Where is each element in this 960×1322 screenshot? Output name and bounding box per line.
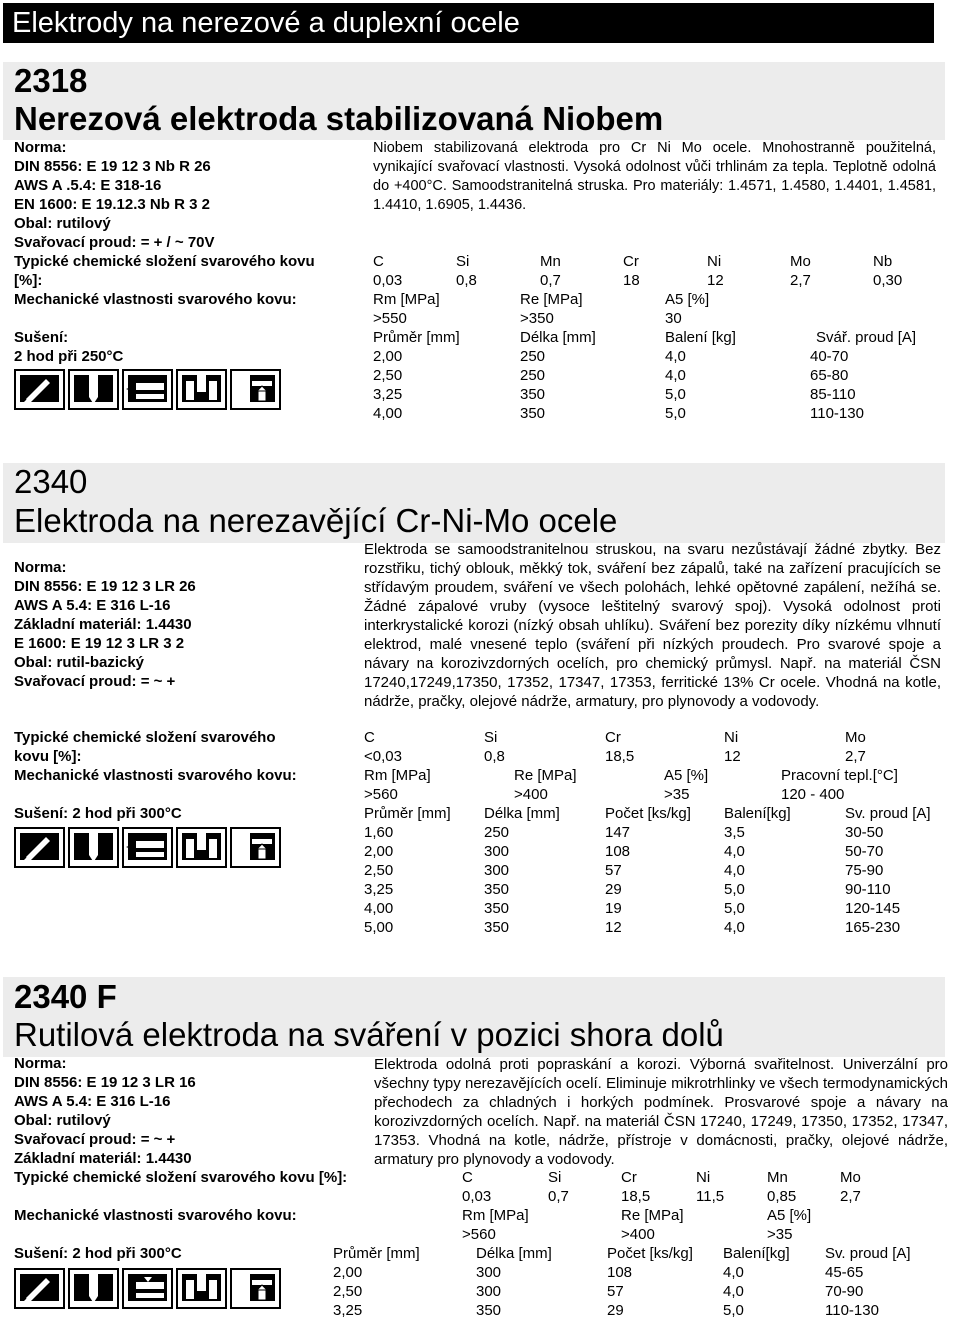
welding-position-icons (14, 369, 281, 410)
weld-position-horizontal-vertical-icon (230, 1268, 281, 1309)
dim-cell: 350 (484, 900, 510, 917)
chem-header: C (364, 729, 375, 746)
dim-cell: 110-130 (825, 1302, 879, 1319)
dim-cell: 30-50 (845, 824, 884, 841)
dim-cell: 120-145 (845, 900, 901, 917)
product-description: Elektroda se samoodstranitelnou struskou, na svaru nezůstávají žádné zbytky. Bez rozstřiku, tichý oblouk, měkký tok, sváření bez zápalů, také na zařízení pracujících se střídavým proudem, sváření ve všech polohách, lehké opětovné zapálení, nežíhá se. Žádné zápalové vruby (vysoce leštitelný svarový spoj). Vysoká odolnost proti interkrystalické korozi (nízký obsah uhlíku). Sváření bez porezity díky nízkému vlhnutí elektrod, malé vnesené teplo (sváření při nízkých proudech. Pro svarové spoje a návary na korozivzdorných ocelích, pro chemický průmysl. Např. na materiál ČSN 17240,17249,17350, 17352, 17347, 17353, ferritické 13% Cr ocele. Vhodná na kotle, nádrže, pračky, olejové nádrže, armatury, pro plynovody a vodovody. (364, 541, 941, 710)
dim-cell: 165-230 (845, 919, 901, 936)
dim-cell: 85-110 (810, 386, 856, 403)
dim-cell: 40-70 (810, 348, 849, 365)
dim-cell: 350 (520, 405, 546, 422)
chem-header: Ni (707, 253, 722, 270)
product-code: 2318 (14, 62, 88, 99)
dim-cell: 4,0 (665, 367, 686, 384)
dim-cell: 90-110 (845, 881, 891, 898)
chem-label-unit: [%]: (14, 272, 43, 289)
mech-value: 120 - 400 (781, 786, 845, 803)
dim-cell: 4,0 (724, 843, 745, 860)
dim-cell: 250 (520, 348, 546, 365)
chem-header: Mo (845, 729, 866, 746)
mech-value: >350 (520, 310, 554, 327)
dim-cell: 2,50 (364, 862, 394, 879)
dim-cell: 5,00 (364, 919, 394, 936)
product-code: 2340 F (14, 978, 117, 1015)
drying-value: 2 hod při 250°C (14, 348, 124, 365)
dim-cell: 110-130 (810, 405, 864, 422)
product-title: Elektroda na nerezavějící Cr-Ni-Mo ocele (14, 502, 618, 539)
drying-label: Sušení: (14, 329, 69, 346)
chem-header: Mn (540, 253, 561, 270)
norm-label: Norma: (14, 559, 67, 576)
weld-position-horizontal-icon (68, 369, 119, 410)
dim-cell: 147 (605, 824, 631, 841)
dim-cell: 2,00 (333, 1264, 363, 1281)
norm-aws: AWS A .5.4: E 318-16 (14, 177, 162, 194)
dim-cell: 2,00 (364, 843, 394, 860)
dim-cell: 29 (607, 1302, 624, 1319)
norm-label: Norma: (14, 1055, 67, 1072)
chem-value: 2,7 (845, 748, 866, 765)
dim-cell: 3,5 (724, 824, 745, 841)
chem-value: 0,8 (456, 272, 477, 289)
dim-header: Délka [mm] (520, 329, 596, 346)
dim-cell: 350 (476, 1302, 502, 1319)
mech-header: A5 [%] (664, 767, 709, 784)
dim-header: Průměr [mm] (333, 1245, 420, 1262)
norm-din: DIN 8556: E 19 12 3 LR 16 (14, 1074, 196, 1091)
chem-value: 18,5 (605, 748, 635, 765)
dim-cell: 108 (607, 1264, 633, 1281)
dim-cell: 75-90 (845, 862, 884, 879)
weld-position-overhead-icon (176, 369, 227, 410)
mech-header: Rm [MPa] (462, 1207, 529, 1224)
chem-header: Cr (605, 729, 621, 746)
norm-din: DIN 8556: E 19 12 3 Nb R 26 (14, 158, 211, 175)
base-material: Základní materiál: 1.4430 (14, 616, 192, 633)
chem-header: Si (484, 729, 498, 746)
mech-value: >400 (621, 1226, 655, 1243)
dim-cell: 2,50 (373, 367, 403, 384)
weld-position-horizontal-vertical-icon (230, 369, 281, 410)
dim-header: Délka [mm] (484, 805, 560, 822)
mech-value: >560 (462, 1226, 496, 1243)
chem-value: 0,85 (767, 1188, 797, 1205)
mech-label: Mechanické vlastnosti svarového kovu: (14, 291, 297, 308)
weld-position-vertical-up-icon (122, 369, 173, 410)
chem-value: 18 (623, 272, 640, 289)
mech-header: Rm [MPa] (364, 767, 431, 784)
dim-cell: 4,00 (373, 405, 403, 422)
mech-label: Mechanické vlastnosti svarového kovu: (14, 1207, 297, 1224)
norm-aws: AWS A 5.4: E 316 L-16 (14, 1093, 171, 1110)
product-title: Nerezová elektroda stabilizovaná Niobem (14, 100, 664, 137)
dim-header: Počet [ks/kg] (605, 805, 691, 822)
dim-cell: 300 (476, 1264, 502, 1281)
mech-header: A5 [%] (767, 1207, 812, 1224)
weld-position-horizontal-icon (68, 827, 119, 868)
chem-value: 0,03 (462, 1188, 492, 1205)
product-title: Rutilová elektroda na sváření v pozici shora dolů (14, 1016, 724, 1053)
mech-header: A5 [%] (665, 291, 710, 308)
dim-header: Balení[kg] (724, 805, 791, 822)
chem-header: Ni (696, 1169, 711, 1186)
weld-position-horizontal-icon (68, 1268, 119, 1309)
chem-value: 0,30 (873, 272, 903, 289)
mech-header: Re [MPa] (520, 291, 583, 308)
chem-label: Typické chemické složení svarového kovu [%]: (14, 1169, 348, 1186)
chem-header: C (462, 1169, 473, 1186)
chem-value: 2,7 (790, 272, 811, 289)
mech-value: >560 (364, 786, 398, 803)
dim-cell: 5,0 (723, 1302, 744, 1319)
product-description: Niobem stabilizovaná elektroda pro Cr Ni Mo ocele. Mnohostranně použitelná, vynikající svařovací vlastnosti. Vysoká odolnost vůči trhlinám za tepla. Teplotně odolná do +400°C. Samoodstranitelná struska. Pro materiály: 1.4571, 1.4580, 1.4401, 1.4581, 1.4410, 1.6905, 1.4436. (373, 140, 936, 213)
dim-header: Balení [kg] (665, 329, 736, 346)
coating: Obal: rutil-bazický (14, 654, 145, 671)
chem-label: Typické chemické složení svarového kovu (14, 253, 315, 270)
chem-value: 0,8 (484, 748, 505, 765)
chem-header: Nb (873, 253, 893, 270)
dim-header: Balení[kg] (723, 1245, 790, 1262)
dim-cell: 50-70 (845, 843, 884, 860)
chem-value: 12 (724, 748, 741, 765)
dim-cell: 4,00 (364, 900, 394, 917)
chem-value: 18,5 (621, 1188, 651, 1205)
dim-cell: 4,0 (724, 862, 745, 879)
weld-position-horizontal-vertical-icon (230, 827, 281, 868)
chem-header: Mo (790, 253, 811, 270)
norm-aws: AWS A 5.4: E 316 L-16 (14, 597, 171, 614)
chem-value: 0,7 (548, 1188, 569, 1205)
chem-header: Ni (724, 729, 739, 746)
dim-cell: 5,0 (724, 900, 745, 917)
dim-cell: 12 (605, 919, 622, 936)
mech-header: Re [MPa] (514, 767, 577, 784)
base-material: Základní materiál: 1.4430 (14, 1150, 192, 1167)
dim-header: Sv. proud [A] (845, 805, 931, 822)
dim-cell: 300 (484, 843, 510, 860)
dim-cell: 250 (520, 367, 546, 384)
dim-cell: 350 (484, 919, 510, 936)
dim-cell: 65-80 (810, 367, 849, 384)
mech-value: >400 (514, 786, 548, 803)
welding-position-icons (14, 827, 281, 868)
dim-header: Průměr [mm] (373, 329, 460, 346)
dim-cell: 300 (476, 1283, 502, 1300)
weld-position-vertical-up-icon (122, 827, 173, 868)
chem-header: C (373, 253, 384, 270)
chem-header: Cr (623, 253, 639, 270)
dim-cell: 250 (484, 824, 510, 841)
welding-current: Svařovací proud: = ~ + (14, 673, 176, 690)
dim-cell: 4,0 (724, 919, 745, 936)
dim-cell: 5,0 (724, 881, 745, 898)
norm-din: DIN 8556: E 19 12 3 LR 26 (14, 578, 196, 595)
product-code: 2340 (14, 463, 88, 500)
dim-cell: 4,0 (665, 348, 686, 365)
weld-position-vertical-down-icon (122, 1268, 173, 1309)
dim-cell: 300 (484, 862, 510, 879)
mech-value: >35 (767, 1226, 793, 1243)
mech-header: Rm [MPa] (373, 291, 440, 308)
chem-value: <0,03 (364, 748, 402, 765)
mech-value: >35 (664, 786, 690, 803)
dim-header: Počet [ks/kg] (607, 1245, 693, 1262)
coating: Obal: rutilový (14, 215, 111, 232)
mech-header: Pracovní tepl.[°C] (781, 767, 898, 784)
product-description: Elektroda odolná proti popraskání a korozi. Výborná svařitelnost. Univerzální pro všechny typy nerezavějících ocelí. Eliminuje mikrotrhlinky ve všech termodynamických přechodech za chladných i horkých podmínek. Prosvarové spoje a návary na korozivzdorných ocelích. Např. na materiál ČSN 17240, 17249, 17350, 17352, 17347, 17353. Vhodná na kotle, nádrže, přístroje v domácnosti, pračky, olejové nádrže, armatury pro plynovody a vodovody. (374, 1056, 948, 1168)
dim-cell: 70-90 (825, 1283, 864, 1300)
weld-position-overhead-icon (176, 1268, 227, 1309)
dim-cell: 19 (605, 900, 622, 917)
dim-cell: 1,60 (364, 824, 394, 841)
mech-value: 30 (665, 310, 682, 327)
dim-cell: 29 (605, 881, 622, 898)
drying-label: Sušení: 2 hod při 300°C (14, 1245, 182, 1262)
dim-cell: 350 (484, 881, 510, 898)
chem-value: 0,03 (373, 272, 403, 289)
welding-position-icons (14, 1268, 281, 1309)
dim-cell: 4,0 (723, 1283, 744, 1300)
norm-en: EN 1600: E 19.12.3 Nb R 3 2 (14, 196, 210, 213)
weld-position-overhead-icon (176, 827, 227, 868)
chem-header: Cr (621, 1169, 637, 1186)
chem-value: 11,5 (696, 1188, 725, 1205)
dim-header: Svář. proud [A] (816, 329, 917, 346)
mech-label: Mechanické vlastnosti svarového kovu: (14, 767, 297, 784)
coating: Obal: rutilový (14, 1112, 111, 1129)
dim-header: Délka [mm] (476, 1245, 552, 1262)
chem-value: 0,7 (540, 272, 561, 289)
mech-header: Re [MPa] (621, 1207, 684, 1224)
chem-header: Si (548, 1169, 562, 1186)
dim-cell: 57 (605, 862, 622, 879)
norm-en: E 1600: E 19 12 3 LR 3 2 (14, 635, 185, 652)
dim-cell: 108 (605, 843, 631, 860)
dim-cell: 350 (520, 386, 546, 403)
dim-cell: 5,0 (665, 386, 686, 403)
welding-current: Svařovací proud: = ~ + (14, 1131, 176, 1148)
chem-label: Typické chemické složení svarového (14, 729, 276, 746)
chem-value: 12 (707, 272, 724, 289)
norm-label: Norma: (14, 139, 67, 156)
weld-position-flat-icon (14, 827, 65, 868)
dim-cell: 3,25 (333, 1302, 363, 1319)
chem-label-unit: kovu [%]: (14, 748, 82, 765)
weld-position-flat-icon (14, 369, 65, 410)
dim-cell: 2,00 (373, 348, 403, 365)
dim-cell: 4,0 (723, 1264, 744, 1281)
drying-label: Sušení: 2 hod při 300°C (14, 805, 182, 822)
dim-header: Sv. proud [A] (825, 1245, 911, 1262)
dim-cell: 57 (607, 1283, 624, 1300)
mech-value: >550 (373, 310, 407, 327)
dim-cell: 3,25 (373, 386, 403, 403)
page-title: Elektrody na nerezové a duplexní ocele (3, 3, 934, 43)
dim-cell: 5,0 (665, 405, 686, 422)
dim-cell: 45-65 (825, 1264, 864, 1281)
chem-header: Mn (767, 1169, 788, 1186)
chem-header: Si (456, 253, 470, 270)
chem-header: Mo (840, 1169, 861, 1186)
dim-header: Průměr [mm] (364, 805, 451, 822)
dim-cell: 3,25 (364, 881, 394, 898)
welding-current: Svařovací proud: = + / ~ 70V (14, 234, 215, 251)
chem-value: 2,7 (840, 1188, 861, 1205)
weld-position-flat-icon (14, 1268, 65, 1309)
dim-cell: 2,50 (333, 1283, 363, 1300)
